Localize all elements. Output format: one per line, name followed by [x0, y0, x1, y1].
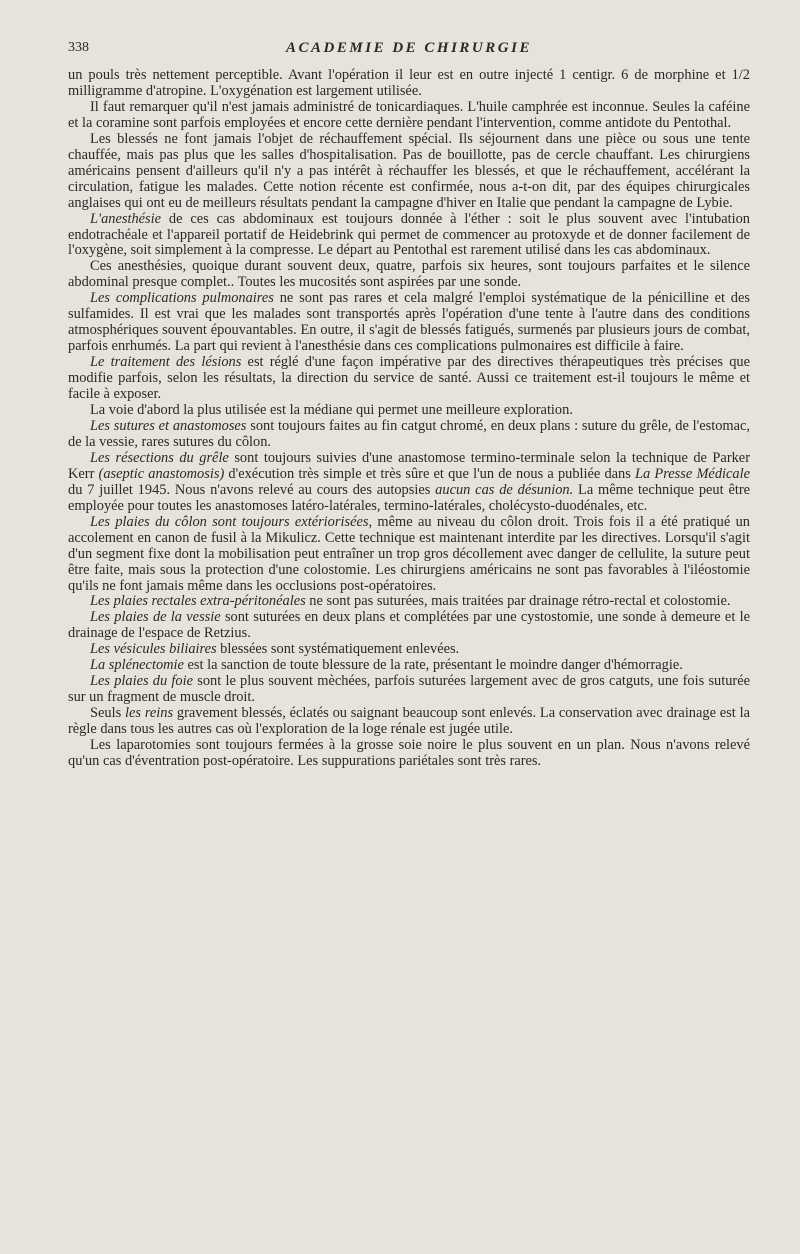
text-segment: Ces anesthésies, quoique durant souvent deux, quatre, parfois six heures, sont toujours parfaites et le silence abdominal presque complet.. Toutes les mucosités sont aspirées par une sonde.: [68, 258, 750, 291]
text-segment: est la sanction de toute blessure de la rate, présentant le moindre danger d'hémorragie.: [183, 657, 683, 674]
italic-text: Les complications pulmonaires: [90, 290, 274, 307]
body-text: [68, 68, 750, 770]
paragraph: [68, 738, 750, 770]
italic-text: La Presse Médicale: [635, 465, 750, 482]
paragraph: [68, 355, 750, 403]
paragraph: [68, 706, 750, 738]
text-segment: sont toujours faites au fin catgut chromé, en deux plans : suture du grêle, de l'estomac, de la vessie, rares sutures du côlon.: [68, 417, 750, 450]
italic-text: La splénectomie: [90, 657, 184, 674]
italic-text: Le traitement des lésions: [90, 354, 242, 371]
paragraph: [68, 259, 750, 291]
paragraph: [68, 68, 750, 100]
italic-text: Les plaies rectales extra-péritonéales: [90, 593, 306, 610]
text-segment: ne sont pas suturées, mais traitées par drainage rétro-rectal et colostomie.: [305, 593, 731, 610]
text-segment: même au niveau du côlon droit. Trois fois il a été pratiqué un accolement en canon de fusil à la Mikulicz. Cette technique est maintenant interdite par les directives. Lorsqu'il s'agit d'un segment fixe dont la mobilisation peut entraîner un trop gros décollement avec danger de cellulite, la suture peut être faite, mais sous la protection d'une colostomie. Les chirurgiens américains ne sont pas favorables à l'iléostomie qu'ils ne font jamais même dans les occlusions post-opératoires.: [68, 513, 750, 594]
page-number: 338: [68, 40, 89, 55]
paragraph: [68, 594, 750, 610]
paragraph: [68, 610, 750, 642]
italic-text: aucun cas de désunion.: [435, 481, 574, 498]
paragraph: [68, 212, 750, 260]
text-segment: ne sont pas rares et cela malgré l'emploi systématique de la pénicilline et des sulfamides. Il est vrai que les malades sont transportés après l'opération d'une tente à l'autre dans des conditions atmosphériques souvent épouvantables. En outre, il s'agit de blessés fatigués, surmenés par plusieurs jours de combat, parfois enrhumés. La part qui revient à l'anesthésie dans ces complications pulmonaires est difficile à faire.: [68, 290, 750, 355]
paragraph: [68, 100, 750, 132]
text-segment: est réglé d'une façon impérative par des directives thérapeutiques très précises que modifie parfois, selon les résultats, la direction du service de santé. Aussi ce traitement est-il toujours le même et facile à exposer.: [68, 354, 750, 403]
paragraph: [68, 515, 750, 595]
text-segment: sont le plus souvent mèchées, parfois suturées largement avec de gros catguts, une fois suturée sur un fragment de muscle droit.: [68, 673, 751, 706]
text-segment: gravement blessés, éclatés ou saignant beaucoup sont enlevés. La conservation avec drainage est la règle dans tous les autres cas où l'exploration de la loge rénale est jugée utile.: [68, 705, 750, 738]
italic-text: Les résections du grêle: [90, 449, 229, 466]
text-segment: Les laparotomies sont toujours fermées à la grosse soie noire le plus souvent en un plan. Nous n'avons relevé qu'un cas d'éventration post-opératoire. Les suppurations pariétales sont très rares.: [68, 737, 750, 769]
text-segment: du 7 juillet 1945. Nous n'avons relevé au cours des autopsies: [68, 481, 436, 498]
text-segment: La même technique peut être employée pour toutes les anastomoses latéro-latérales, termino-latérales, cholécysto-duodénales, etc.: [68, 481, 751, 514]
paragraph: [68, 291, 750, 355]
paragraph: [68, 419, 750, 451]
italic-text: Les vésicules biliaires: [90, 641, 217, 658]
text-segment: Seuls: [90, 705, 126, 722]
text-segment: La voie d'abord la plus utilisée est la médiane qui permet une meilleure exploration.: [90, 402, 573, 419]
paragraph: [68, 642, 750, 658]
text-segment: un pouls très nettement perceptible. Avant l'opération il leur est en outre injecté 1 centigr. 6 de morphine et 1/2 milligramme d'atropine. L'oxygénation est largement utilisée.: [68, 67, 750, 99]
text-segment: sont suturées en deux plans et complétées par une cystostomie, une sonde à demeure et le drainage de l'espace de Retzius.: [68, 609, 750, 642]
page-header: [68, 40, 750, 62]
paragraph: [68, 451, 750, 515]
text-segment: d'exécution très simple et très sûre et que l'un de nous a publiée dans: [224, 465, 636, 482]
italic-text: les reins: [125, 705, 174, 722]
paragraph: [68, 132, 750, 212]
running-title: ACADEMIE DE CHIRURGIE: [286, 40, 532, 56]
text-segment: Il faut remarquer qu'il n'est jamais administré de tonicardiaques. L'huile camphrée est inconnue. Seules la caféine et la coramine sont parfois employées et encore cette dernière pendant l'intervention, comme antidote du Pentothal.: [68, 98, 750, 131]
paragraph: [68, 674, 750, 706]
paragraph: [68, 403, 750, 419]
paragraph: [68, 658, 750, 674]
text-segment: de ces cas abdominaux est toujours donnée à l'éther : soit le plus souvent avec l'intubation endotrachéale et l'appareil portatif de Heidebrink qui permet de commencer au protoxyde et de donner facilement de l'oxygène, soit simplement à la compresse. Le départ au Pentothal est rarement utilisé dans les cas abdominaux.: [68, 210, 750, 259]
italic-text: Les plaies du côlon sont toujours extériorisées,: [90, 513, 373, 530]
italic-text: Les sutures et anastomoses: [90, 417, 247, 434]
italic-text: L'anesthésie: [90, 210, 162, 227]
italic-text: Les plaies du foie: [90, 673, 194, 690]
text-segment: blessées sont systématiquement enlevées.: [216, 641, 460, 658]
italic-text: (aseptic anastomosis): [98, 465, 225, 482]
text-segment: sont toujours suivies d'une anastomose termino-terminale selon la technique de Parker Kerr: [68, 449, 750, 482]
text-segment: Les blessés ne font jamais l'objet de réchauffement spécial. Ils séjournent dans une pièce ou sous une tente chauffée, mais pas plus que les salles d'hospitalisation. Pas de bouillotte, pas de cercle chauffant. Les chirurgiens américains pensent d'ailleurs qu'il n'y a pas intérêt à réchauffer les blessés, et que le réchauffement, accélérant la circulation, fatigue les malades. Cette notion récente est confirmée, nous a-t-on dit, par des équipes chirurgicales anglaises qui ont eu de meilleurs résultats pendant la campagne d'hiver en Italie que pendant la campagne de Lybie.: [68, 130, 750, 211]
italic-text: Les plaies de la vessie: [90, 609, 221, 626]
